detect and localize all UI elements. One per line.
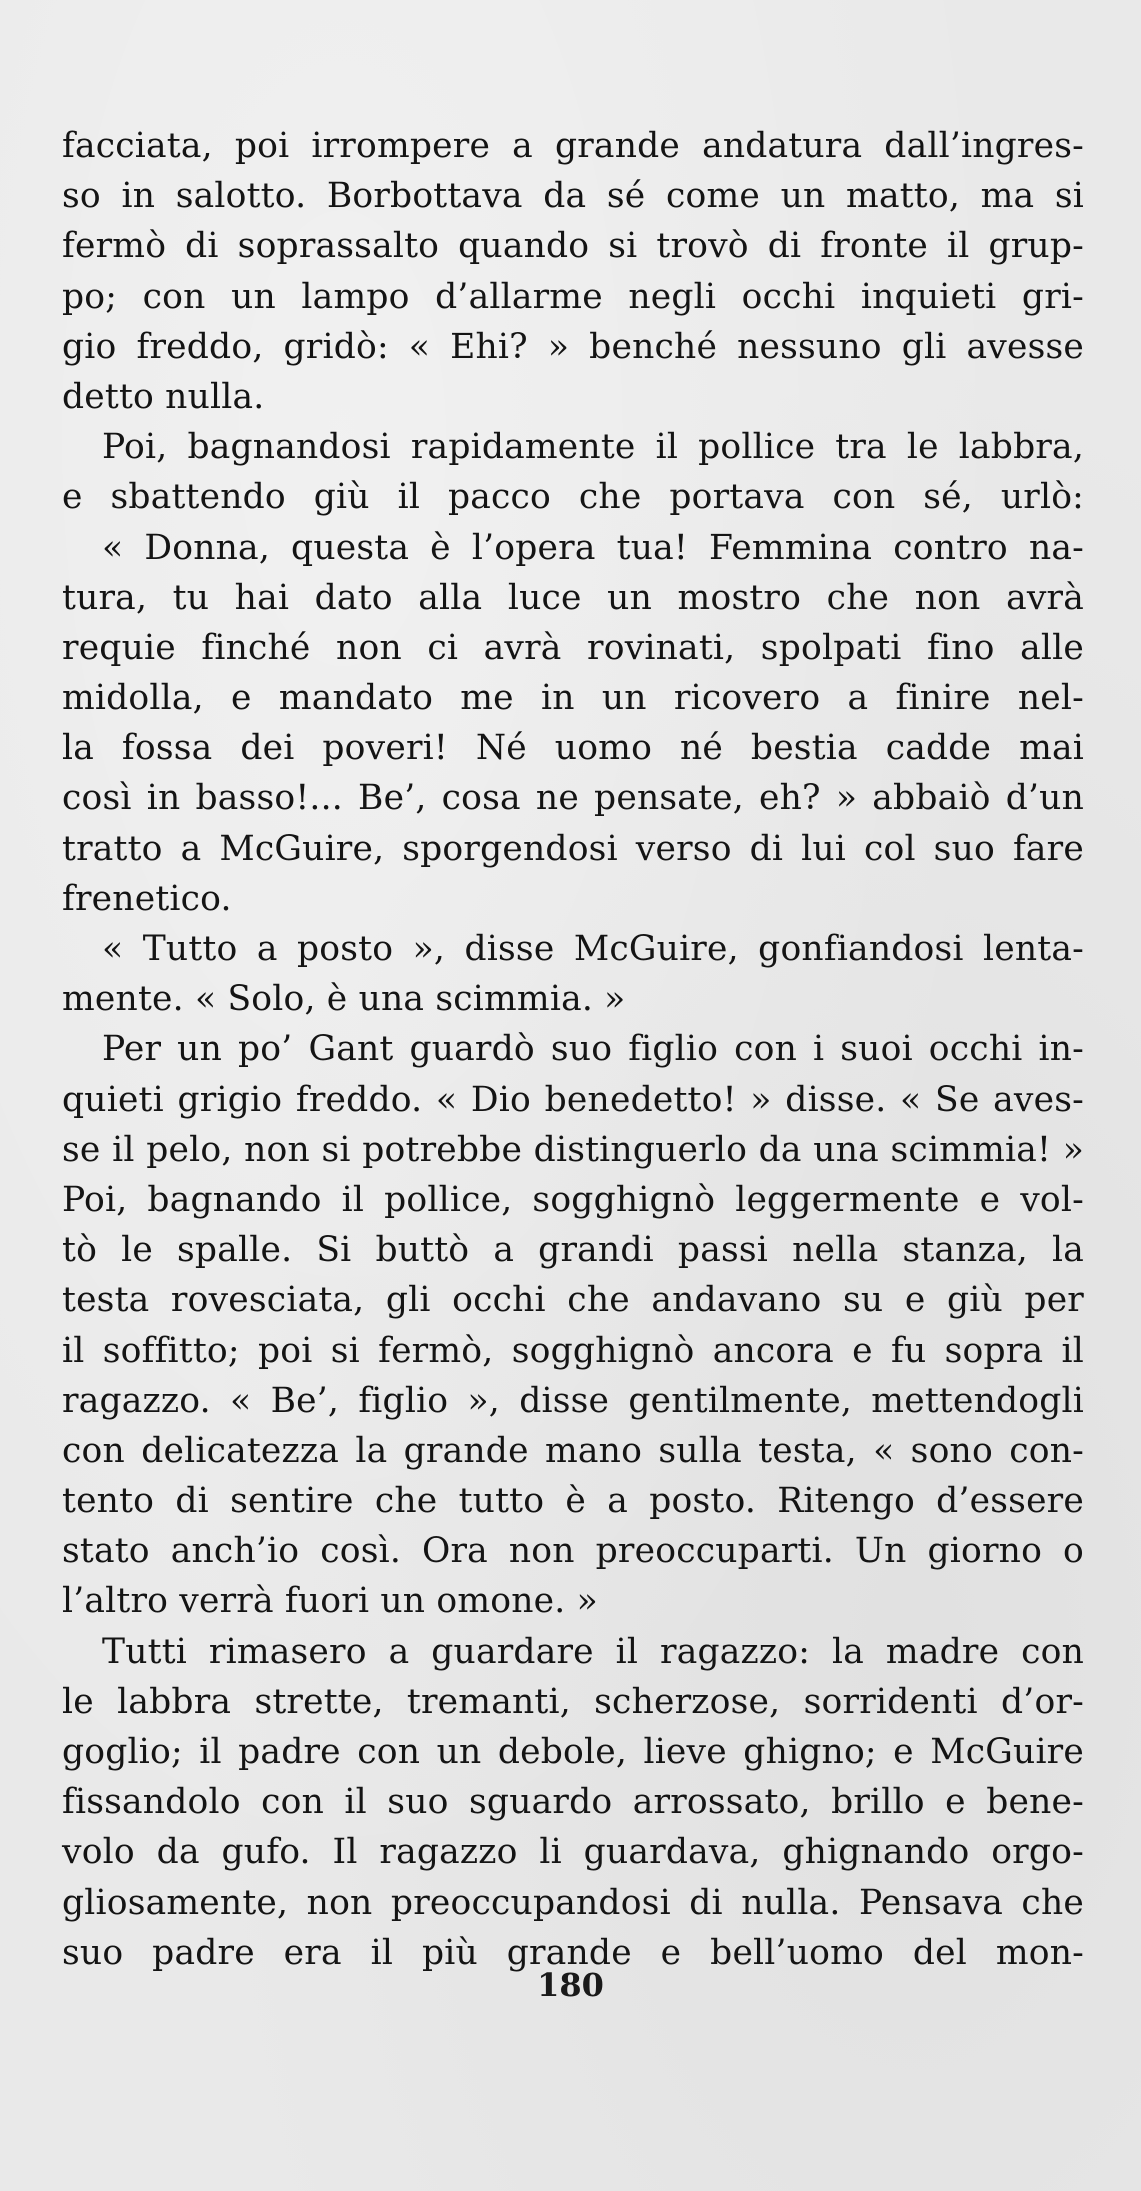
text-line: requie finché non ci avrà rovinati, spolpati fino alle [62,627,1084,668]
text-line: mente. « Solo, è una scimmia. » [62,979,626,1020]
text-line: quieti grigio freddo. « Dio benedetto! » disse. « Se aves- [62,1079,1084,1120]
text-line: se il pelo, non si potrebbe distinguerlo da una scimmia! » [62,1129,1084,1170]
text-line: ragazzo. « Be’, figlio », disse gentilmente, mettendogli [62,1380,1084,1421]
text-line: Poi, bagnando il pollice, sogghignò leggermente e vol- [62,1179,1084,1220]
text-line: le labbra strette, tremanti, scherzose, sorridenti d’or- [62,1681,1084,1722]
text-line: volo da gufo. Il ragazzo li guardava, ghignando orgo- [62,1832,1084,1873]
text-line: so in salotto. Borbottava da sé come un matto, ma si [62,176,1084,217]
text-line: Poi, bagnandosi rapidamente il pollice tra le labbra, [102,427,1084,468]
text-line: con delicatezza la grande mano sulla testa, « sono con- [62,1430,1084,1471]
page-number: 180 [537,1966,604,2004]
text-line: gliosamente, non preoccupandosi di nulla. Pensava che [62,1882,1084,1923]
text-line: fermò di soprassalto quando si trovò di fronte il grup- [62,226,1084,267]
text-line: « Tutto a posto », disse McGuire, gonfiandosi lenta- [102,929,1084,969]
text-line: fissandolo con il suo sguardo arrossato, brillo e bene- [62,1782,1084,1823]
text-line: testa rovesciata, gli occhi che andavano su e giù per [62,1280,1084,1321]
text-line: tento di sentire che tutto è a posto. Ritengo d’essere [62,1481,1084,1522]
text-line: po; con un lampo d’allarme negli occhi inquieti gri- [62,276,1084,317]
text-line: la fossa dei poveri! Né uomo né bestia cadde mai [62,728,1084,769]
text-line: tura, tu hai dato alla luce un mostro che non avrà [62,577,1084,618]
text-line: tò le spalle. Si buttò a grandi passi nella stanza, la [62,1230,1084,1271]
text-line: facciata, poi irrompere a grande andatura dall’ingres- [62,126,1084,166]
text-line: tratto a McGuire, sporgendosi verso di lui col suo fare [62,828,1084,869]
text-line: l’altro verrà fuori un omone. » [62,1581,598,1622]
text-line: suo padre era il più grande e bell’uomo del mon- [62,1932,1084,1973]
text-line: il soffitto; poi si fermò, sogghignò ancora e fu sopra il [62,1330,1084,1371]
text-line: così in basso!... Be’, cosa ne pensate, eh? » abbaiò d’un [62,778,1084,819]
text-line: detto nulla. [62,376,265,417]
body-text [62,121,1084,1978]
text-line: frenetico. [62,878,232,919]
text-line: Tutti rimasero a guardare il ragazzo: la madre con [102,1631,1084,1672]
text-line: Per un po’ Gant guardò suo figlio con i suoi occhi in- [102,1029,1084,1070]
text-line: stato anch’io così. Ora non preoccuparti. Un giorno o [62,1531,1084,1572]
text-line: gio freddo, gridò: « Ehi? » benché nessuno gli avesse [62,326,1084,367]
text-line: goglio; il padre con un debole, lieve ghigno; e McGuire [62,1732,1084,1772]
text-line: midolla, e mandato me in un ricovero a finire nel- [62,678,1084,719]
text-line: « Donna, questa è l’opera tua! Femmina contro na- [102,527,1084,568]
text-line: e sbattendo giù il pacco che portava con sé, urlò: [62,477,1084,518]
